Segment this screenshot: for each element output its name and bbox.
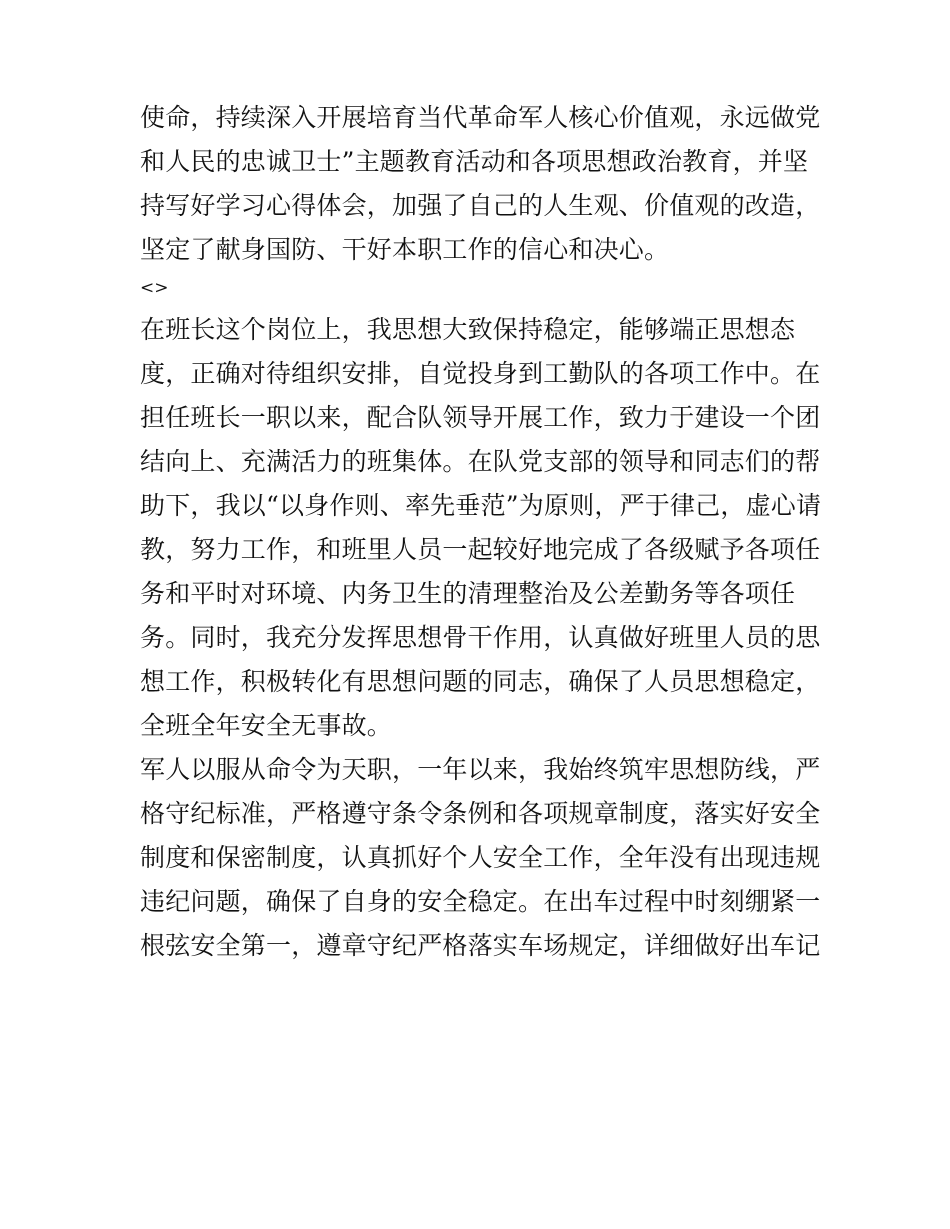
text-line: 教，努力工作，和班里人员一起较好地完成了各级赋予各项任 (140, 535, 821, 564)
text-line: 制度和保密制度，认真抓好个人安全工作，全年没有出现违规 (140, 843, 821, 872)
section-marker: <> (140, 278, 169, 298)
paragraph-3 (140, 748, 821, 968)
text-line: 持写好学习心得体会，加强了自己的人生观、价值观的改造， (140, 191, 821, 220)
text-line: 务。同时，我充分发挥思想骨干作用，认真做好班里人员的思 (140, 623, 821, 652)
text-line: 度，正确对待组织安排，自觉投身到工勤队的各项工作中。在 (140, 359, 821, 388)
text-line: 全班全年安全无事故。 (140, 711, 393, 740)
text-line: 担任班长一职以来，配合队领导开展工作，致力于建设一个团 (140, 403, 821, 432)
document-page (140, 96, 822, 968)
text-line: 在班长这个岗位上，我思想大致保持稳定，能够端正思想态 (140, 315, 796, 344)
text-line: 军人以服从命令为天职，一年以来，我始终筑牢思想防线，严 (140, 755, 821, 784)
text-line: 助下，我以“以身作则、率先垂范”为原则，严于律己，虚心请 (140, 491, 822, 520)
text-line: 想工作，积极转化有思想问题的同志，确保了人员思想稳定， (140, 667, 821, 696)
paragraph-1 (140, 96, 821, 272)
text-line: 坚定了献身国防、干好本职工作的信心和决心。 (140, 235, 670, 264)
text-line: 务和平时对环境、内务卫生的清理整治及公差勤务等各项任 (140, 579, 796, 608)
paragraph-2 (140, 308, 822, 748)
text-line: 和人民的忠诚卫士”主题教育活动和各项思想政治教育，并坚 (140, 147, 809, 176)
text-line: 根弦安全第一，遵章守纪严格落实车场规定，详细做好出车记 (140, 931, 821, 960)
text-line: 使命，持续深入开展培育当代革命军人核心价值观，永远做党 (140, 103, 821, 132)
text-line: 违纪问题，确保了自身的安全稳定。在出车过程中时刻绷紧一 (140, 887, 821, 916)
text-line: 格守纪标准，严格遵守条令条例和各项规章制度，落实好安全 (140, 799, 821, 828)
text-line: 结向上、充满活力的班集体。在队党支部的领导和同志们的帮 (140, 447, 821, 476)
